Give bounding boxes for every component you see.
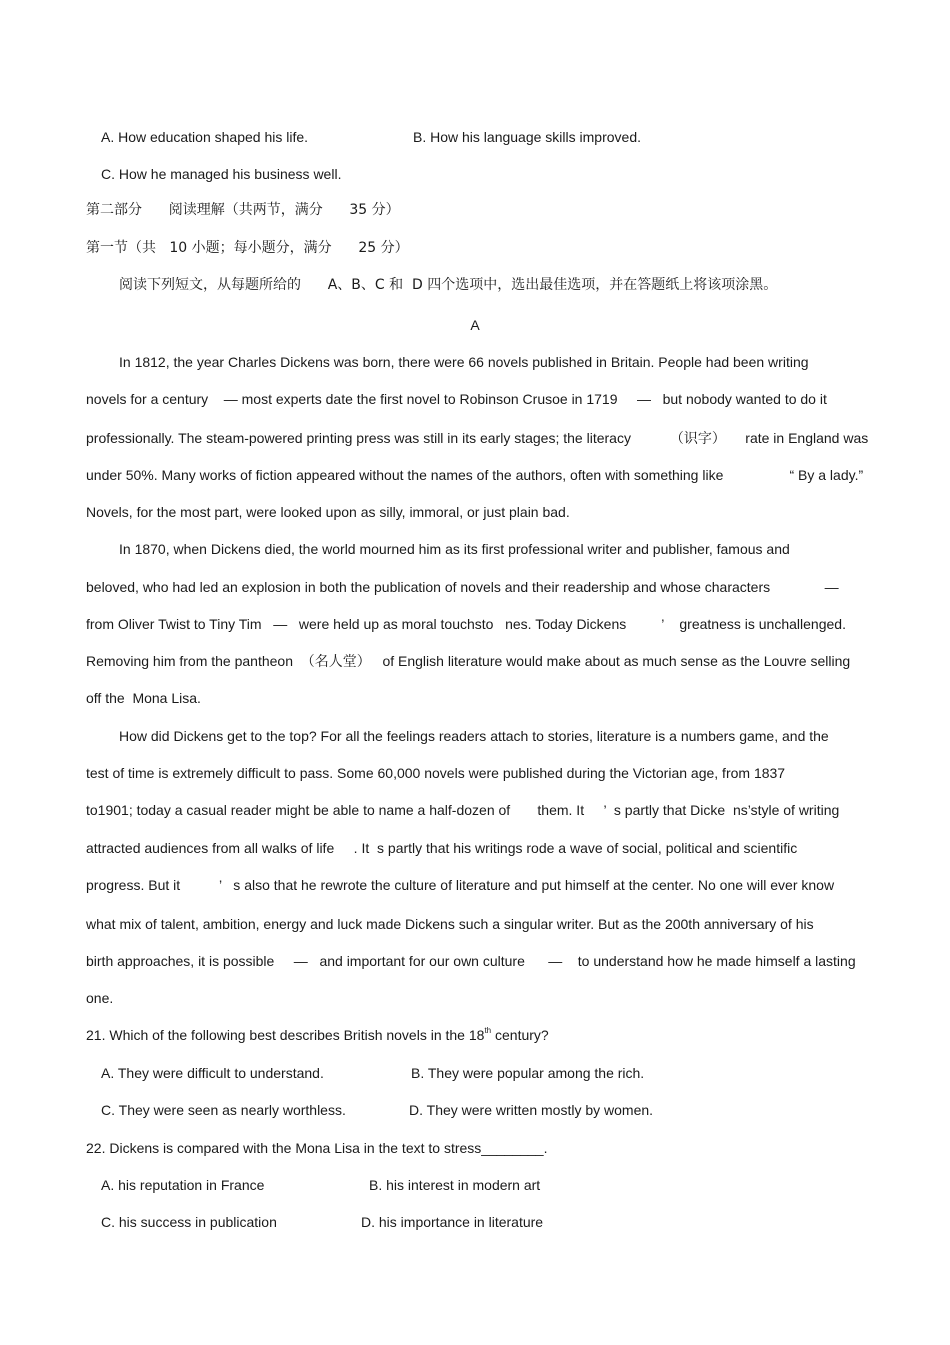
question-22-stem: 22. Dickens is compared with the Mona Lisa in the text to stress________. xyxy=(86,1140,548,1156)
passage-line: progress. But it ’ s also that he rewrote the culture of literature and put himself at the center. No one will ever know xyxy=(86,877,835,893)
passage-line: novels for a century — most experts date the first novel to Robinson Crusoe in 1719 — but nobody wanted to do it xyxy=(86,391,827,407)
instruction-text: 阅读下列短文，从每题所给的 A、B、C 和 D 四个选项中，选出最佳选项，并在答题纸上将该项涂黑。 xyxy=(119,277,778,293)
section-header: 第一节（共 10 小题；每小题分，满分 25 分） xyxy=(86,240,409,256)
passage-label: A xyxy=(470,317,480,333)
passage-line: under 50%. Many works of fiction appeared without the names of the authors, often with something like “ By a lady.” xyxy=(86,467,864,483)
passage-line: from Oliver Twist to Tiny Tim — were held up as moral touchsto nes. Today Dickens ’ greatness is unchallenged. xyxy=(86,616,846,632)
question-21-sup: th xyxy=(484,1026,492,1035)
question-22-option-c: C. his success in publication xyxy=(101,1214,277,1230)
question-21-text-end: century? xyxy=(491,1027,549,1043)
question-21-option-d: D. They were written mostly by women. xyxy=(409,1102,654,1118)
prev-option-a: A. How education shaped his life. xyxy=(101,129,309,145)
passage-line: birth approaches, it is possible — and important for our own culture — to understand how he made himself a lasting xyxy=(86,953,856,969)
prev-option-b: B. How his language skills improved. xyxy=(413,129,641,145)
passage-line: How did Dickens get to the top? For all the feelings readers attach to stories, literature is a numbers game, and the xyxy=(119,728,829,744)
passage-line: what mix of talent, ambition, energy and luck made Dickens such a singular writer. But as the 200th anniversary of his xyxy=(86,916,814,932)
part-header: 第二部分 阅读理解（共两节，满分 35 分） xyxy=(86,202,400,218)
passage-line: off the Mona Lisa. xyxy=(86,690,201,706)
passage-line: beloved, who had led an explosion in both the publication of novels and their readership and whose characters — xyxy=(86,579,839,595)
passage-line: attracted audiences from all walks of life . It s partly that his writings rode a wave of social, political and scientific xyxy=(86,840,798,856)
question-21-option-c: C. They were seen as nearly worthless. xyxy=(101,1102,346,1118)
passage-line: Novels, for the most part, were looked upon as silly, immoral, or just plain bad. xyxy=(86,504,570,520)
question-22-option-a: A. his reputation in France xyxy=(101,1177,265,1193)
passage-line: In 1870, when Dickens died, the world mourned him as its first professional writer and publisher, famous and xyxy=(119,541,790,557)
passage-line: In 1812, the year Charles Dickens was born, there were 66 novels published in Britain. People had been writing xyxy=(119,354,809,370)
passage-line: test of time is extremely difficult to pass. Some 60,000 novels were published during the Victorian age, from 1837 xyxy=(86,765,786,781)
passage-line: to1901; today a casual reader might be able to name a half-dozen of them. It ’ s partly that Dicke ns’style of writing xyxy=(86,802,840,818)
passage-line: professionally. The steam-powered printing press was still in its early stages; the literacy （识字） rate in England was xyxy=(86,430,869,446)
question-21-option-a: A. They were difficult to understand. xyxy=(101,1065,324,1081)
question-21-option-b: B. They were popular among the rich. xyxy=(411,1065,645,1081)
passage-line: one. xyxy=(86,990,114,1006)
passage-line: Removing him from the pantheon （名人堂） of English literature would make about as much sense as the Louvre selling xyxy=(86,653,851,669)
question-21-stem xyxy=(86,1026,549,1044)
prev-option-c: C. How he managed his business well. xyxy=(101,166,342,182)
question-22-option-b: B. his interest in modern art xyxy=(369,1177,541,1193)
question-22-option-d: D. his importance in literature xyxy=(361,1214,544,1230)
question-21-text: 21. Which of the following best describes British novels in the 18 xyxy=(86,1027,485,1043)
